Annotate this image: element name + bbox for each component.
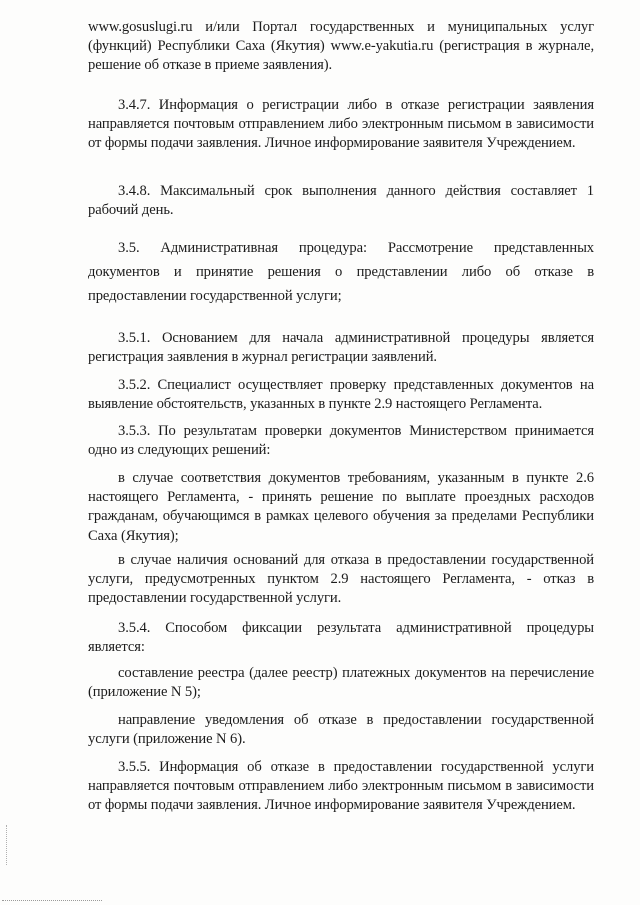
paragraph-3-5-4: 3.5.4. Способом фиксации результата административной процедуры является:: [88, 620, 594, 656]
paragraph-3-4-7: 3.4.7. Информация о регистрации либо в отказе регистрации заявления направляется почтовым отправлением либо электронным письмом в зависимости от формы подачи заявления. Личное информирование заявителя Учреждением.: [88, 97, 594, 152]
paragraph-3-5-2: 3.5.2. Специалист осуществляет проверку представленных документов на выявление обстоятельств, указанных в пункте 2.9 настоящего Регламента.: [88, 377, 594, 413]
paragraph-3-5-3-option-approve: в случае соответствия документов требованиям, указанным в пункте 2.6 настоящего Регламента, - принять решение по выплате проездных расходов гражданам, обучающимся в рамках целевого обучения за пределами Республики Саха (Якутия);: [88, 470, 594, 544]
paragraph-3-5-4-notice: направление уведомления об отказе в предоставлении государственной услуги (приложение N 6).: [88, 712, 594, 748]
paragraph-3-5-4-registry: составление реестра (далее реестр) платежных документов на перечисление (приложение N 5);: [88, 665, 594, 701]
paragraph-3-5-5: 3.5.5. Информация об отказе в предоставлении государственной услуги направляется почтовым отправлением либо электронным письмом в зависимости от формы подачи заявления. Личное информирование заявителя Учреждением.: [88, 759, 594, 814]
scan-artifact-left: [6, 825, 9, 865]
paragraph-portal-continuation: www.gosuslugi.ru и/или Портал государственных и муниципальных услуг (функций) Республики Саха (Якутия) www.e-yakutia.ru (регистрация в журнале, решение об отказе в приеме заявления).: [88, 19, 594, 74]
paragraph-3-5-3: 3.5.3. По результатам проверки документов Министерством принимается одно из следующих решений:: [88, 423, 594, 459]
scan-artifact-bottom: [2, 897, 102, 901]
paragraph-3-5-heading: 3.5. Административная процедура: Рассмотрение представленных документов и принятие решения о представлении либо об отказе в предоставлении государственной услуги;: [88, 240, 594, 304]
paragraph-3-4-8: 3.4.8. Максимальный срок выполнения данного действия составляет 1 рабочий день.: [88, 183, 594, 219]
paragraph-3-5-3-option-refuse: в случае наличия оснований для отказа в предоставлении государственной услуги, предусмотренных пунктом 2.9 настоящего Регламента, - отказ в предоставлении государственной услуги.: [88, 552, 594, 607]
paragraph-3-5-1: 3.5.1. Основанием для начала административной процедуры является регистрация заявления в журнал регистрации заявлений.: [88, 330, 594, 366]
